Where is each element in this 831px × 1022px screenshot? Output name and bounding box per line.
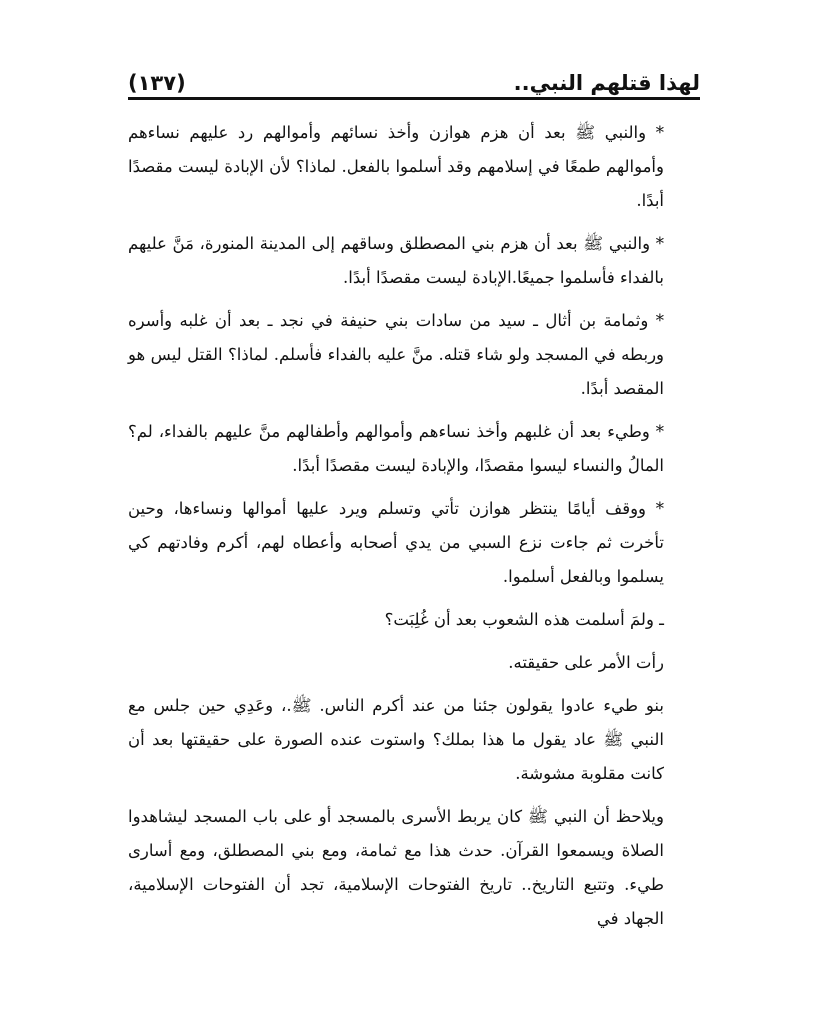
paragraph-answer: رأت الأمر على حقيقته. [508, 653, 664, 672]
paragraph-bani-tayy-adi: بنو طيء عادوا يقولون جئنا من عند أكرم الناس. ﷺ.، وعَدِي حين جلس مع النبي ﷺ عاد يقول ما هذا بملك؟ واستوت عنده الصورة على حقيقتها بعد أن كانت مقلوبة مشوشة. [128, 696, 664, 783]
paragraph-hawazin: * والنبي ﷺ بعد أن هزم هوازن وأخذ نسائهم وأموالهم رد عليهم نساءهم وأموالهم طمعًا في إسلامهم وقد أسلموا بالفعل. لماذا؟ لأن الإبادة ليست مقصدًا أبدًا. [128, 123, 664, 210]
paragraph-waiting-hawazin: * ووقف أيامًا ينتظر هوازن تأتي وتسلم ويرد عليها أموالها ونساءها، وحين تأخرت ثم جاءت نزع السبي من يدي أصحابه وأعطاه لهم، أكرم وفادتهم كي يسلموا وبالفعل أسلموا. [128, 499, 664, 586]
paragraph-tayy: * وطيء بعد أن غلبهم وأخذ نساءهم وأموالهم وأطفالهم منَّ عليهم بالفداء، لم؟ المالُ والنساء ليسوا مقصدًا، والإبادة ليست مقصدًا أبدًا. [128, 422, 664, 475]
page-number: (١٣٧) [128, 71, 186, 95]
paragraph-question: ـ ولمَ أسلمت هذه الشعوب بعد أن غُلِبَت؟ [384, 610, 664, 629]
header-rule [128, 97, 700, 100]
running-title: لهذا قتلهم النبي.. [513, 71, 700, 95]
paragraph-prisoners-mosque: ويلاحظ أن النبي ﷺ كان يربط الأسرى بالمسجد أو على باب المسجد ليشاهدوا الصلاة ويسمعوا القرآن. حدث هذا مع ثمامة، ومع بني المصطلق، ومع أسارى طيء. وتتبع التاريخ.. تاريخ الفتوحات الإسلامية، تجد أن الفتوحات الإسلامية، الجهاد في [128, 807, 664, 928]
paragraph-thumama: * وثمامة بن أثال ـ سيد من سادات بني حنيفة في نجد ـ بعد أن غلبه وأسره وربطه في المسجد ولو شاء قتله. منَّ عليه بالفداء فأسلم. لماذا؟ القتل ليس هو المقصد أبدًا. [128, 311, 664, 398]
page-header [128, 64, 700, 98]
paragraph-bani-mustaliq: * والنبي ﷺ بعد أن هزم بني المصطلق وساقهم إلى المدينة المنورة، مَنَّ عليهم بالفداء فأسلموا جميعًا.الإبادة ليست مقصدًا أبدًا. [128, 234, 664, 287]
page-body [128, 116, 700, 945]
